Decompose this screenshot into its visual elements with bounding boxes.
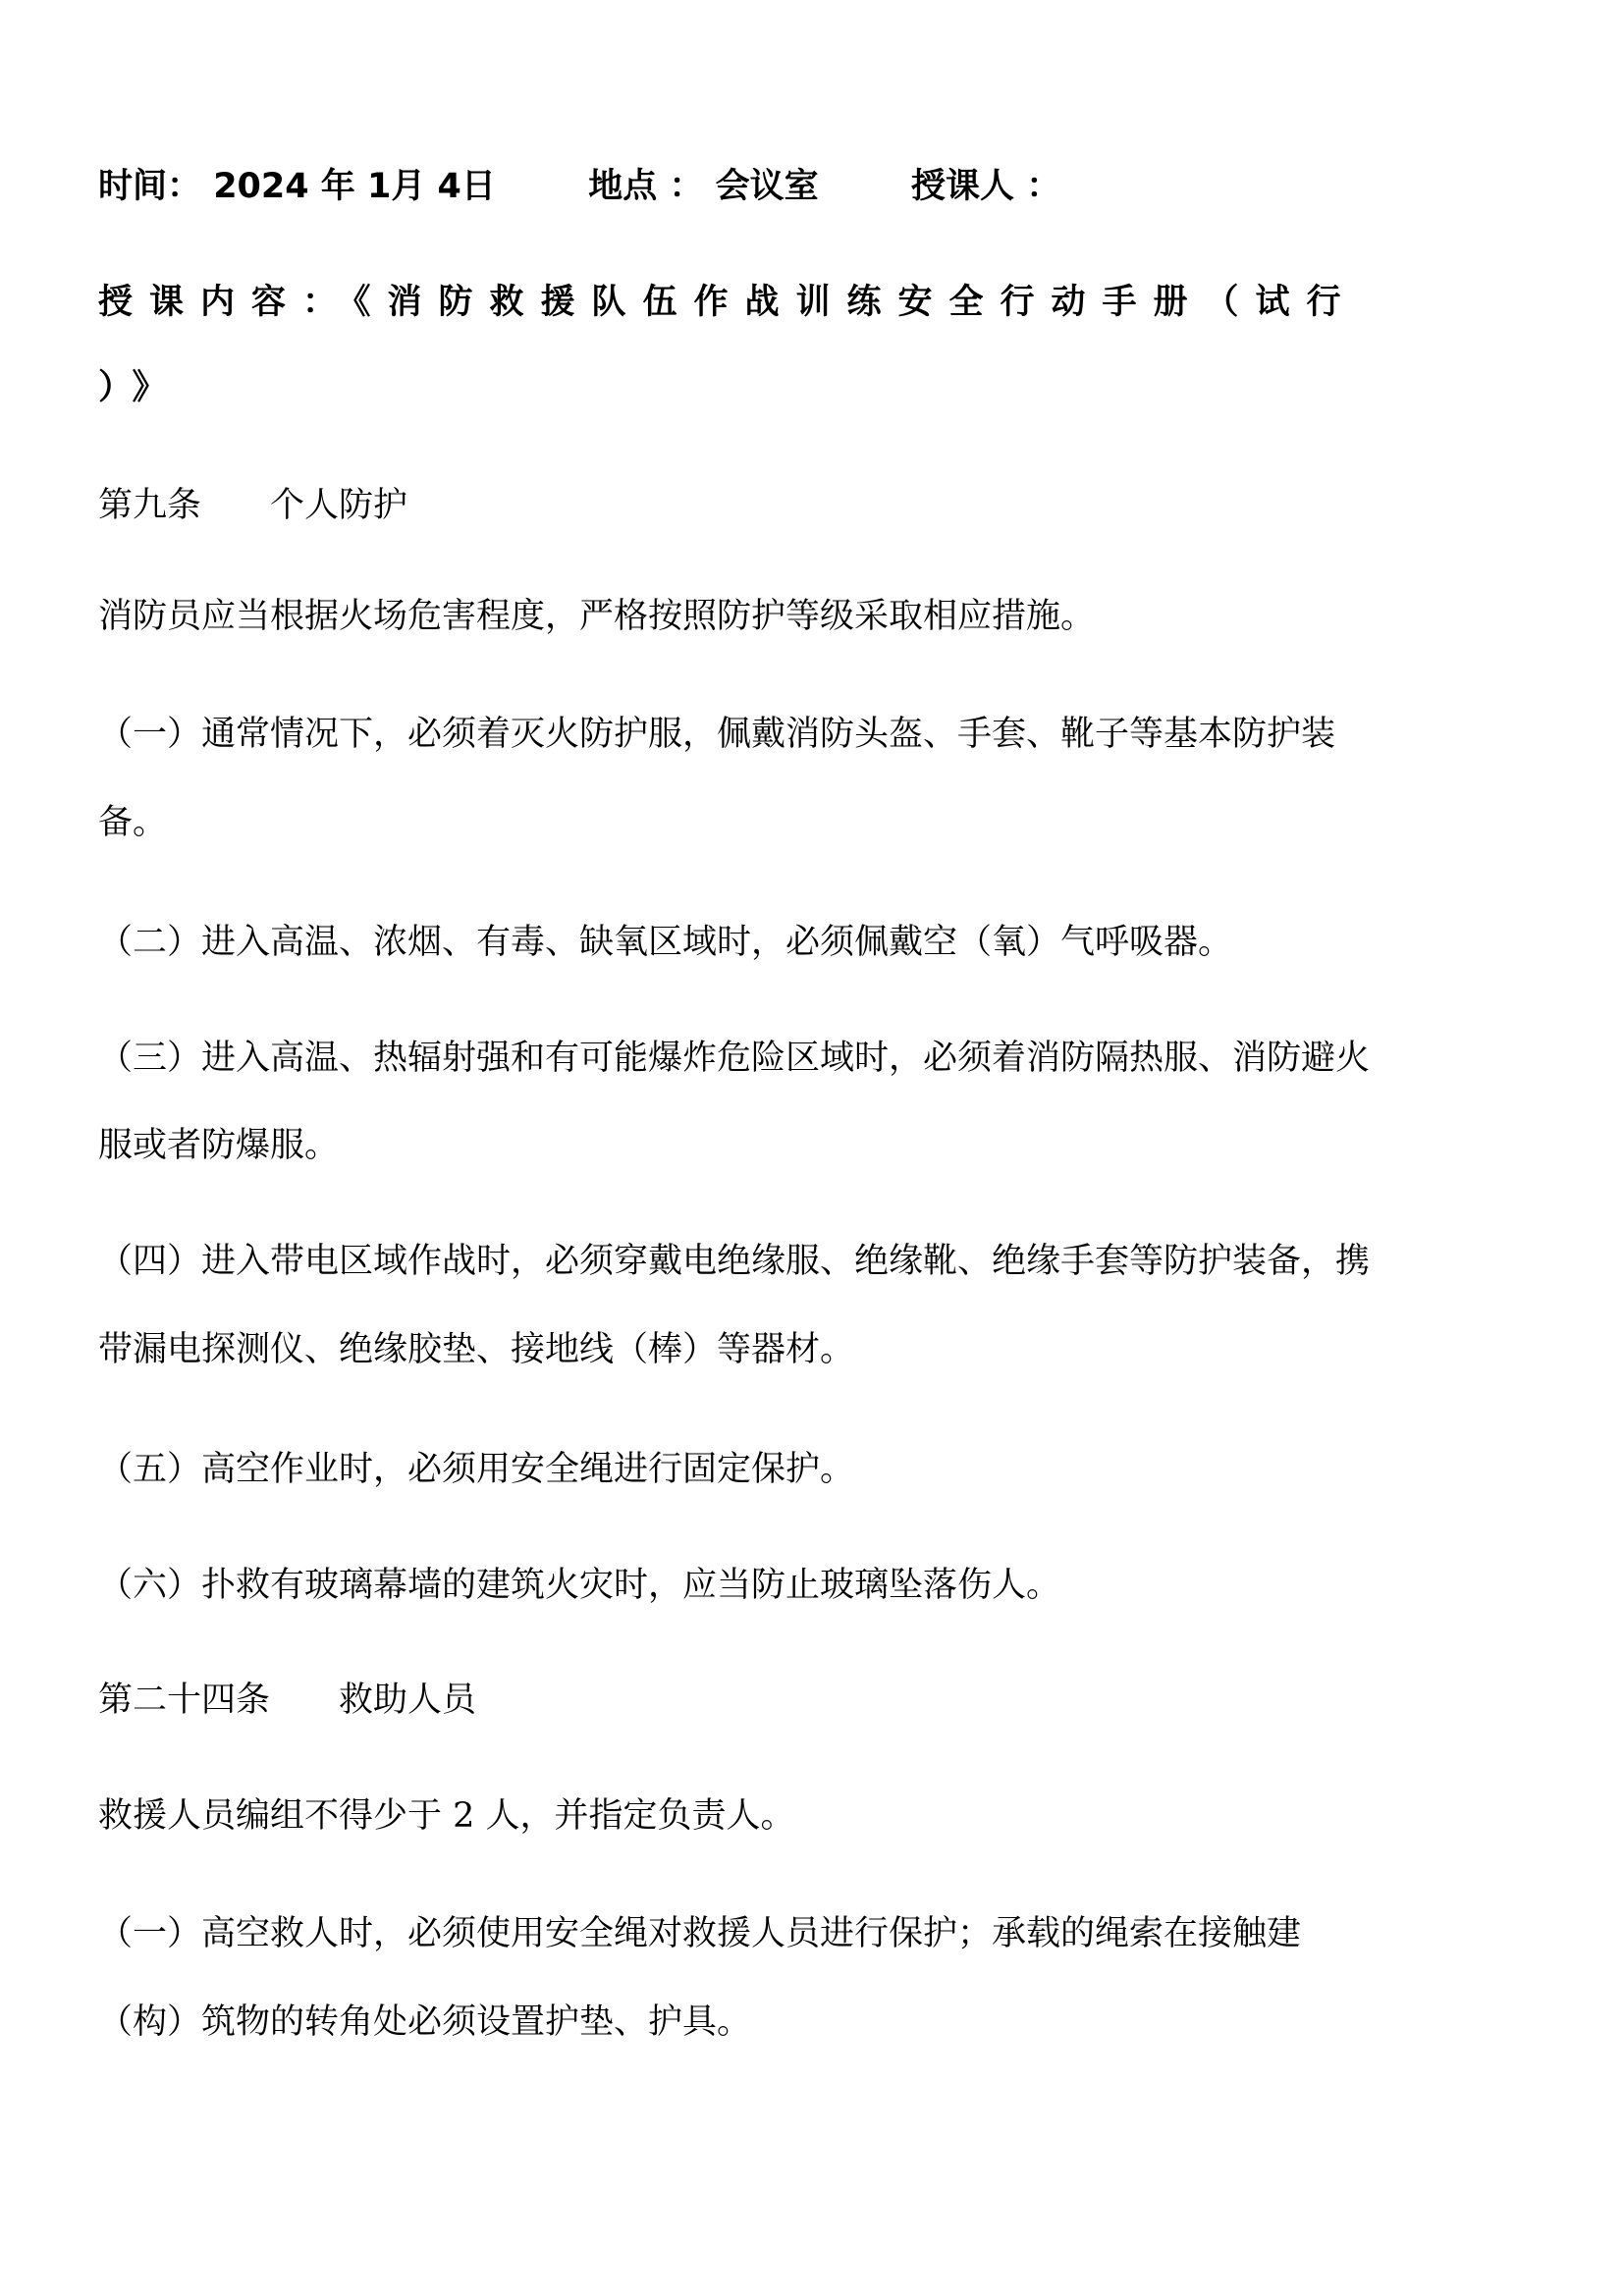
- time-label: 时间：: [98, 167, 202, 206]
- course-title-continued: ）》: [98, 368, 184, 407]
- lecturer-label: 授课人 ：: [911, 167, 1061, 206]
- place-value: 会议室: [715, 167, 819, 206]
- section-heading: 第九条 个人防护: [98, 486, 408, 525]
- course-content-line: [98, 283, 1358, 322]
- list-item-continued: 带漏电探测仪、绝缘胶垫、接地线（棒）等器材。: [98, 1330, 855, 1369]
- list-item: （六）扑救有玻璃幕墙的建筑火灾时，应当防止玻璃坠落伤人。: [98, 1566, 1061, 1605]
- course-content-label: 授课内容：: [98, 283, 354, 322]
- list-item-continued: （构）筑物的转角处必须设置护垫、护具。: [98, 2002, 752, 2042]
- list-item: （四）进入带电区域作战时，必须穿戴电绝缘服、绝缘靴、绝缘手套等防护装备，携: [98, 1242, 1371, 1281]
- section-intro: 消防员应当根据火场危害程度，严格按照防护等级采取相应措施。: [98, 597, 1096, 636]
- list-item: （二）进入高温、浓烟、有毒、缺氧区域时，必须佩戴空（氧）气呼吸器。: [98, 923, 1233, 962]
- meeting-info-line: [98, 167, 1060, 206]
- list-item-continued: 服或者防爆服。: [98, 1126, 340, 1165]
- list-item-continued: 备。: [98, 803, 168, 842]
- course-title: 《消防救援队伍作战训练安全行动手册（试行: [353, 283, 1358, 322]
- section-intro: 救援人员编组不得少于 2 人，并指定负责人。: [98, 1796, 795, 1836]
- list-item: （三）进入高温、热辐射强和有可能爆炸危险区域时，必须着消防隔热服、消防避火: [98, 1039, 1371, 1078]
- place-label: 地点 ：: [588, 167, 704, 206]
- time-value: 2024 年 1月 4日: [213, 167, 496, 206]
- list-item: （一）通常情况下，必须着灭火防护服，佩戴消防头盔、手套、靴子等基本防护装: [98, 715, 1336, 754]
- section-heading: 第二十四条 救助人员: [98, 1681, 477, 1720]
- list-item: （五）高空作业时，必须用安全绳进行固定保护。: [98, 1450, 855, 1489]
- list-item: （一）高空救人时，必须使用安全绳对救援人员进行保护；承载的绳索在接触建: [98, 1914, 1302, 1953]
